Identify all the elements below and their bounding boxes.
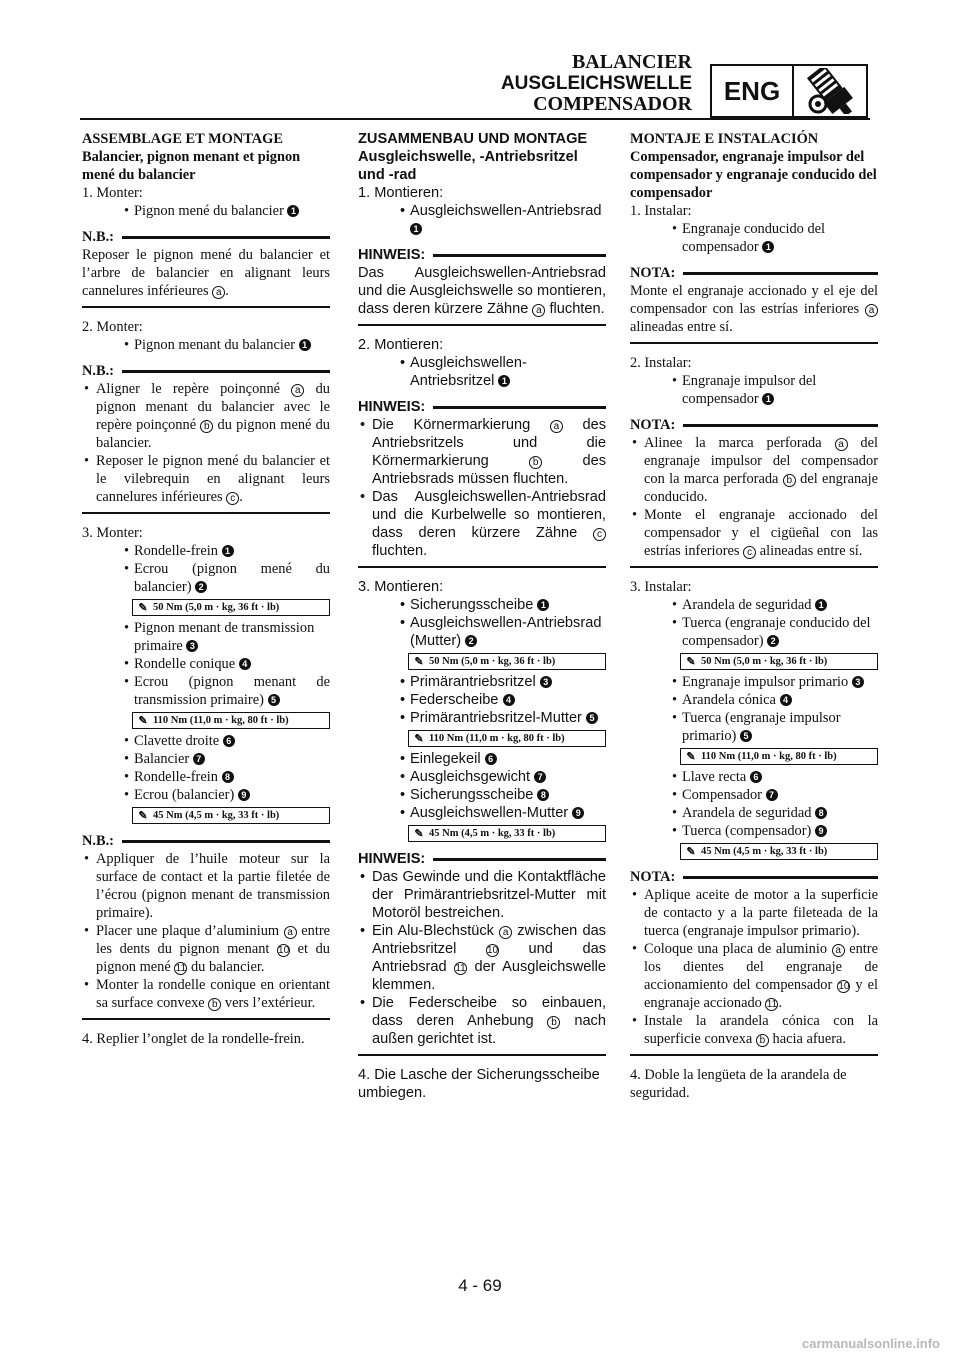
es-subheading: Compensador, engranaje impulsor del compensador y engranaje conducido del compensador xyxy=(630,149,877,201)
torque-spec: ✎ 45 Nm (4,5 m · kg, 33 ft · lb) xyxy=(408,825,606,842)
header-rule xyxy=(80,118,870,120)
torque-wrench-icon: ✎ xyxy=(414,655,424,668)
section-title-block xyxy=(501,52,692,115)
torque-wrench-icon: ✎ xyxy=(686,750,696,763)
es-step-1-item: • Engranaje conducido del compensador 1 xyxy=(630,220,878,256)
es-step-3-item: • Tuerca (compensador) 9 xyxy=(630,822,878,840)
fr-step-3-item: • Rondelle conique 4 xyxy=(82,655,330,673)
fr-step-3-item: • Rondelle-frein 8 xyxy=(82,768,330,786)
watermark: carmanualsonline.info xyxy=(802,1336,940,1351)
fr-step-4: 4. Replier l’onglet de la rondelle-frein. xyxy=(82,1031,305,1047)
fr-step-3-item: • Pignon menant de transmission primaire 3 xyxy=(82,619,330,655)
torque-wrench-icon: ✎ xyxy=(414,827,424,840)
fr-note-1: N.B.: Reposer le pignon mené du balancier et l’arbre de balancier en alignant leurs cannelures inférieures a . xyxy=(82,228,330,308)
de-step-2-item: • Ausgleichswellen-Antriebsritzel 1 xyxy=(358,354,606,390)
de-step-4: 4. Die Lasche der Sicherungsscheibe umbiegen. xyxy=(358,1067,600,1101)
de-step-3-item: • Sicherungsscheibe 8 xyxy=(358,786,606,804)
de-step-3-item: • Sicherungsscheibe 1 xyxy=(358,596,606,614)
title-fr: BALANCIER xyxy=(571,51,692,73)
es-step-3: 3. Instalar: xyxy=(630,579,692,595)
fr-step-3-item: • Ecrou (pignon menant de transmission primaire) 5 xyxy=(82,673,330,709)
fr-note-2: N.B.: • Aligner le repère poinçonné a du pignon menant du balancier avec le repère poinçonné b du pignon mené du balancier. • Reposer le pignon mené du balancier et le vilebrequin en alignant leurs cannelures inférieures c . xyxy=(82,362,330,514)
es-note-2: NOTA: • Alinee la marca perforada a del engranaje impulsor del compensador con la marca perforada b del engranaje conducido. • Monte el engranaje accionado del compensador y el cigüeñal con las estrías inferiores c alineadas entre sí. xyxy=(630,416,878,568)
es-step-3-item: • Arandela de seguridad 1 xyxy=(630,596,878,614)
es-step-3-item: • Llave recta 6 xyxy=(630,768,878,786)
torque-wrench-icon: ✎ xyxy=(138,601,148,614)
torque-wrench-icon: ✎ xyxy=(686,845,696,858)
column-spanish xyxy=(630,130,878,1102)
de-step-3-item: • Einlegekeil 6 xyxy=(358,750,606,768)
de-subheading: Ausgleichswelle, -Antriebsritzel und -rad xyxy=(358,149,578,183)
fr-note-3: N.B.: • Appliquer de l’huile moteur sur la surface de contact et la partie filetée de l’écrou (pignon menant de transmission primaire). • Placer une plaque d’aluminium a entre les dents du pignon menant 10 et du pignon mené 11 du balancier. • Monter la rondelle conique en orientant sa surface convexe b vers l’extérieur. xyxy=(82,832,330,1020)
de-step-3-item: • Federscheibe 4 xyxy=(358,691,606,709)
de-note-1: HINWEIS: Das Ausgleichswellen-Antriebsrad und die Ausgleichswelle so montieren, dass deren kürzere Zähne a fluchten. xyxy=(358,246,606,326)
eng-label: ENG xyxy=(723,76,781,106)
es-heading: MONTAJE E INSTALACIÓN xyxy=(630,131,819,147)
torque-spec: ✎ 110 Nm (11,0 m · kg, 80 ft · lb) xyxy=(680,748,878,765)
torque-wrench-icon: ✎ xyxy=(686,655,696,668)
es-step-3-item: • Engranaje impulsor primario 3 xyxy=(630,673,878,691)
de-heading: ZUSAMMENBAU UND MONTAGE xyxy=(358,131,588,147)
fr-step-2-item: • Pignon menant du balancier 1 xyxy=(82,336,330,354)
title-es: COMPENSADOR xyxy=(533,93,692,115)
fr-step-3-item: • Ecrou (pignon mené du balancier) 2 xyxy=(82,560,330,596)
de-step-2: 2. Montieren: xyxy=(358,337,444,353)
de-step-3: 3. Montieren: xyxy=(358,579,444,595)
fr-step-1-item: • Pignon mené du balancier 1 xyxy=(82,202,330,220)
de-step-3-item: • Ausgleichswellen-Antriebsrad (Mutter) 2 xyxy=(358,614,606,650)
fr-step-3-item: • Balancier 7 xyxy=(82,750,330,768)
torque-spec: ✎ 50 Nm (5,0 m · kg, 36 ft · lb) xyxy=(132,599,330,616)
es-step-3-item: • Arandela cónica 4 xyxy=(630,691,878,709)
fr-step-3: 3. Monter: xyxy=(82,525,143,541)
fr-subheading: Balancier, pignon menant et pignon mené du balancier xyxy=(82,149,301,183)
es-step-2-item: • Engranaje impulsor del compensador 1 xyxy=(630,372,878,408)
torque-spec: ✎ 50 Nm (5,0 m · kg, 36 ft · lb) xyxy=(408,653,606,670)
torque-spec: ✎ 45 Nm (4,5 m · kg, 33 ft · lb) xyxy=(680,843,878,860)
es-step-1: 1. Instalar: xyxy=(630,203,692,219)
de-step-3-item: • Ausgleichswellen-Mutter 9 xyxy=(358,804,606,822)
engine-piston-icon xyxy=(798,68,864,114)
torque-wrench-icon: ✎ xyxy=(138,714,148,727)
de-step-3-item: • Ausgleichsgewicht 7 xyxy=(358,768,606,786)
es-step-4: 4. Doble la lengüeta de la arandela de seguridad. xyxy=(630,1067,847,1101)
page-number: 4 - 69 xyxy=(458,1276,502,1295)
es-step-3-item: • Arandela de seguridad 8 xyxy=(630,804,878,822)
torque-spec: ✎ 50 Nm (5,0 m · kg, 36 ft · lb) xyxy=(680,653,878,670)
torque-wrench-icon: ✎ xyxy=(138,809,148,822)
es-step-2: 2. Instalar: xyxy=(630,355,692,371)
es-note-3: NOTA: • Aplique aceite de motor a la superficie de contacto y a la parte fileteada de la tuerca (engranaje impulsor primario). • Coloque una placa de aluminio a entre los dientes del engranaje de accionamiento del compensador 10 y el engranaje accionado 11. • Instale la arandela cónica con la superficie convexa b hacia afuera. xyxy=(630,868,878,1056)
fr-step-3-item: • Clavette droite 6 xyxy=(82,732,330,750)
de-step-3-item: • Primärantriebsritzel-Mutter 5 xyxy=(358,709,606,727)
de-step-1: 1. Montieren: xyxy=(358,185,444,201)
de-step-3-item: • Primärantriebsritzel 3 xyxy=(358,673,606,691)
title-de: AUSGLEICHSWELLE xyxy=(500,73,692,94)
torque-spec: ✎ 110 Nm (11,0 m · kg, 80 ft · lb) xyxy=(408,730,606,747)
engine-section-badge xyxy=(710,64,868,118)
de-note-3: HINWEIS: • Das Gewinde und die Kontaktfläche der Primärantriebsritzel-Mutter mit Motoröl bestreichen. • Ein Alu-Blechstück a zwischen das Antriebsritzel 10 und das Antriebsrad 11 der Ausgleichswelle klemmen. • Die Federscheibe so einbauen, dass deren Anhebung b nach außen gerichtet ist. xyxy=(358,850,606,1056)
torque-spec: ✎ 45 Nm (4,5 m · kg, 33 ft · lb) xyxy=(132,807,330,824)
es-step-3-item: • Tuerca (engranaje impulsor primario) 5 xyxy=(630,709,878,745)
de-step-1-item: • Ausgleichswellen-Antriebsrad 1 xyxy=(358,202,606,238)
es-step-3-item: • Tuerca (engranaje conducido del compensador) 2 xyxy=(630,614,878,650)
de-note-2: HINWEIS: • Die Körnermarkierung a des Antriebsritzels und die Körnermarkierung b des Antriebsrads müssen fluchten. • Das Ausgleichswellen-Antriebsrad und die Kurbelwelle so montieren, dass deren kürzere Zähne c fluchten. xyxy=(358,398,606,568)
badge-divider xyxy=(792,66,794,116)
fr-step-2: 2. Monter: xyxy=(82,319,143,335)
es-step-3-item: • Compensador 7 xyxy=(630,786,878,804)
fr-heading: ASSEMBLAGE ET MONTAGE xyxy=(82,131,283,147)
fr-step-1: 1. Monter: xyxy=(82,185,143,201)
torque-wrench-icon: ✎ xyxy=(414,732,424,745)
fr-step-3-item: • Rondelle-frein 1 xyxy=(82,542,330,560)
fr-step-3-item: • Ecrou (balancier) 9 xyxy=(82,786,330,804)
column-french xyxy=(82,130,330,1048)
torque-spec: ✎ 110 Nm (11,0 m · kg, 80 ft · lb) xyxy=(132,712,330,729)
es-note-1: NOTA: Monte el engranaje accionado y el eje del compensador con las estrías inferiores a alineadas entre sí. xyxy=(630,264,878,344)
column-german xyxy=(358,130,606,1102)
